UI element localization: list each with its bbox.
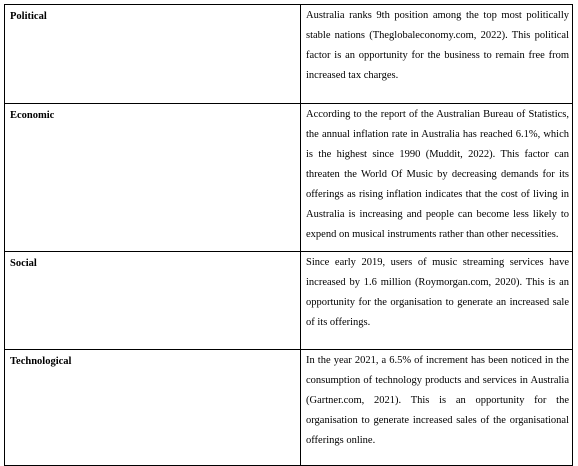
factor-description-economic: According to the report of the Australian Bureau of Statistics, the annual inflation rate in Australia has reached 6.1%, which is the highest since 1990 (Muddit, 2022). This factor can threaten the World Of Music by decreasing demands for its offerings as rising inflation indicates that the cost of living in Australia is increasing and people can become less likely to expend on musical instruments rather than other necessities.: [301, 104, 573, 252]
table-row-social: [5, 252, 573, 350]
pest-analysis-table: [4, 4, 573, 466]
table-row-economic: [5, 104, 573, 252]
factor-description-technological: In the year 2021, a 6.5% of increment has been noticed in the consumption of technology products and services in Australia (Gartner.com, 2021). This is an opportunity for the organisation to generate increased sales of the organisational offerings online.: [301, 350, 573, 466]
factor-label-economic: Economic: [5, 104, 301, 252]
factor-label-social: Social: [5, 252, 301, 350]
factor-label-political: Political: [5, 5, 301, 104]
table-row-political: [5, 5, 573, 104]
factor-description-political: Australia ranks 9th position among the top most politically stable nations (Theglobaleconomy.com, 2022). This political factor is an opportunity for the business to remain free from increased tax charges.: [301, 5, 573, 104]
factor-label-technological: Technological: [5, 350, 301, 466]
table-row-technological: [5, 350, 573, 466]
factor-description-social: Since early 2019, users of music streaming services have increased by 1.6 million (Roymorgan.com, 2020). This is an opportunity for the organisation to generate an increased sale of its offerings.: [301, 252, 573, 350]
